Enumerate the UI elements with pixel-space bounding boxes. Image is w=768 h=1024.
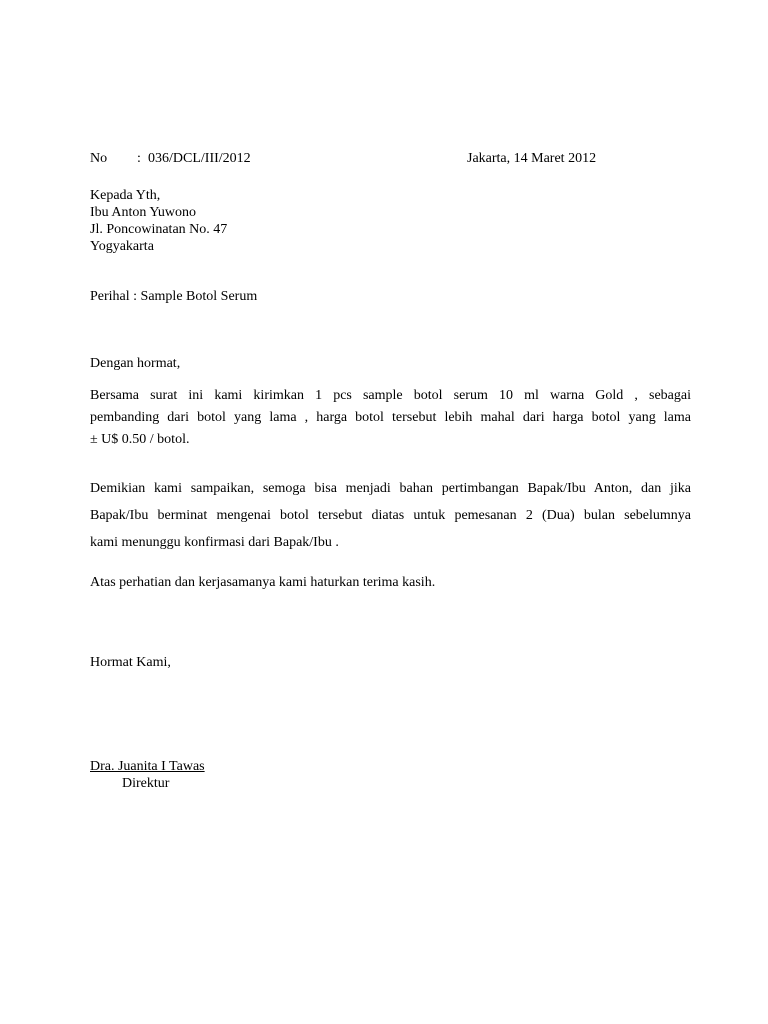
letter-subject: Perihal : Sample Botol Serum [90,289,258,304]
recipient-city: Yogyakarta [90,239,154,254]
salutation: Dengan hormat, [90,356,181,371]
body-paragraph-2-line-3: kami menunggu konfirmasi dari Bapak/Ibu . [90,535,339,550]
letter-number-colon: : [137,151,141,166]
body-paragraph-1-line-3: ± U$ 0.50 / botol. [90,432,190,447]
letter-number-label: No [90,151,108,166]
signatory-title: Direktur [122,776,170,791]
recipient-street: Jl. Poncowinatan No. 47 [90,222,228,237]
closing-phrase: Hormat Kami, [90,655,171,670]
recipient-greeting: Kepada Yth, [90,188,161,203]
body-paragraph-1-line-1: Bersama surat ini kami kirimkan 1 pcs sample botol serum 10 ml warna Gold , sebagai [90,388,691,403]
letter-number-value: 036/DCL/III/2012 [148,151,251,166]
closing-sentence: Atas perhatian dan kerjasamanya kami haturkan terima kasih. [90,575,436,590]
signatory-name: Dra. Juanita I Tawas [90,759,205,774]
body-paragraph-1-line-2: pembanding dari botol yang lama , harga botol tersebut lebih mahal dari harga botol yang lama [90,410,691,425]
body-paragraph-2-line-2: Bapak/Ibu berminat mengenai botol tersebut diatas untuk pemesanan 2 (Dua) bulan sebelumnya [90,508,691,523]
body-paragraph-2-line-1: Demikian kami sampaikan, semoga bisa menjadi bahan pertimbangan Bapak/Ibu Anton, dan jika [90,481,691,496]
recipient-name: Ibu Anton Yuwono [90,205,197,220]
place-and-date: Jakarta, 14 Maret 2012 [467,151,597,166]
